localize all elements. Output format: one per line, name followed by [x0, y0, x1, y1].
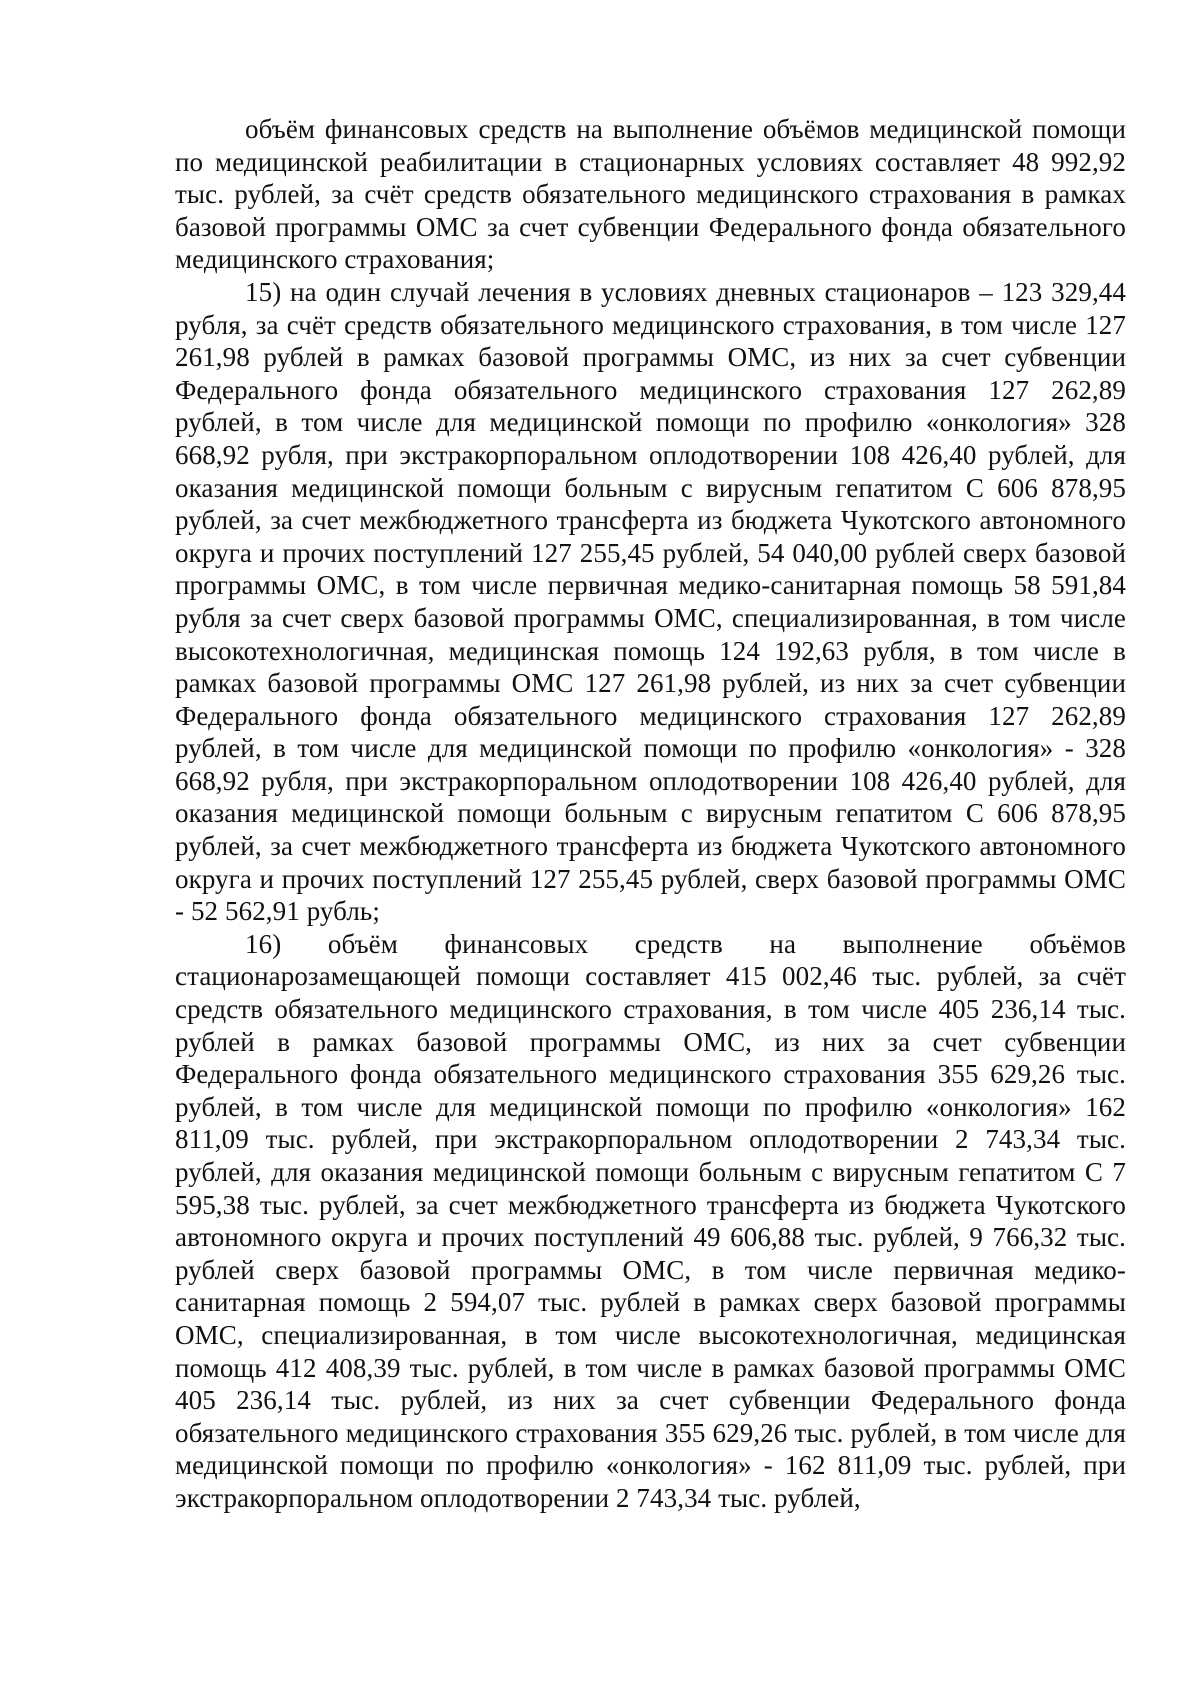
- document-body: [175, 113, 1126, 1515]
- paragraph-rehabilitation-funding: объём финансовых средств на выполнение объёмов медицинской помощи по медицинской реабилитации в стационарных условиях составляет 48 992,92 тыс. рублей, за счёт средств обязательного медицинского страхования в рамках базовой программы ОМС за счет субвенции Федерального фонда обязательного медицинского страхования;: [175, 114, 1126, 275]
- paragraph-item-16-inpatient-replacing-care: 16) объём финансовых средств на выполнение объёмов стационарозамещающей помощи составляет 415 002,46 тыс. рублей, за счёт средств обязательного медицинского страхования, в том числе 405 236,14 тыс. рублей в рамках базовой программы ОМС, из них за счет субвенции Федерального фонда обязательного медицинского страхования 355 629,26 тыс. рублей, в том числе для медицинской помощи по профилю «онкология» 162 811,09 тыс. рублей, при экстракорпоральном оплодотворении 2 743,34 тыс. рублей, для оказания медицинской помощи больным с вирусным гепатитом С 7 595,38 тыс. рублей, за счет межбюджетного трансферта из бюджета Чукотского автономного округа и прочих поступлений 49 606,88 тыс. рублей, 9 766,32 тыс. рублей сверх базовой программы ОМС, в том числе первичная медико-санитарная помощь 2 594,07 тыс. рублей в рамках сверх базовой программы ОМС, специализированная, в том числе высокотехнологичная, медицинская помощь 412 408,39 тыс. рублей, в том числе в рамках базовой программы ОМС 405 236,14 тыс. рублей, из них за счет субвенции Федерального фонда обязательного медицинского страхования 355 629,26 тыс. рублей, в том числе для медицинской помощи по профилю «онкология» - 162 811,09 тыс. рублей, при экстракорпоральном оплодотворении 2 743,34 тыс. рублей,: [175, 928, 1126, 1513]
- paragraph-item-15-day-hospital-case: 15) на один случай лечения в условиях дневных стационаров – 123 329,44 рубля, за счёт средств обязательного медицинского страхования, в том числе 127 261,98 рублей в рамках базовой программы ОМС, из них за счет субвенции Федерального фонда обязательного медицинского страхования 127 262,89 рублей, в том числе для медицинской помощи по профилю «онкология» 328 668,92 рубля, при экстракорпоральном оплодотворении 108 426,40 рублей, для оказания медицинской помощи больным с вирусным гепатитом С 606 878,95 рублей, за счет межбюджетного трансферта из бюджета Чукотского автономного округа и прочих поступлений 127 255,45 рублей, 54 040,00 рублей сверх базовой программы ОМС, в том числе первичная медико-санитарная помощь 58 591,84 рубля за счет сверх базовой программы ОМС, специализированная, в том числе высокотехнологичная, медицинская помощь 124 192,63 рубля, в том числе в рамках базовой программы ОМС 127 261,98 рублей, из них за счет субвенции Федерального фонда обязательного медицинского страхования 127 262,89 рублей, в том числе для медицинской помощи по профилю «онкология» - 328 668,92 рубля, при экстракорпоральном оплодотворении 108 426,40 рублей, для оказания медицинской помощи больным с вирусным гепатитом С 606 878,95 рублей, за счет межбюджетного трансферта из бюджета Чукотского автономного округа и прочих поступлений 127 255,45 рублей, сверх базовой программы ОМС - 52 562,91 рубль;: [175, 276, 1126, 927]
